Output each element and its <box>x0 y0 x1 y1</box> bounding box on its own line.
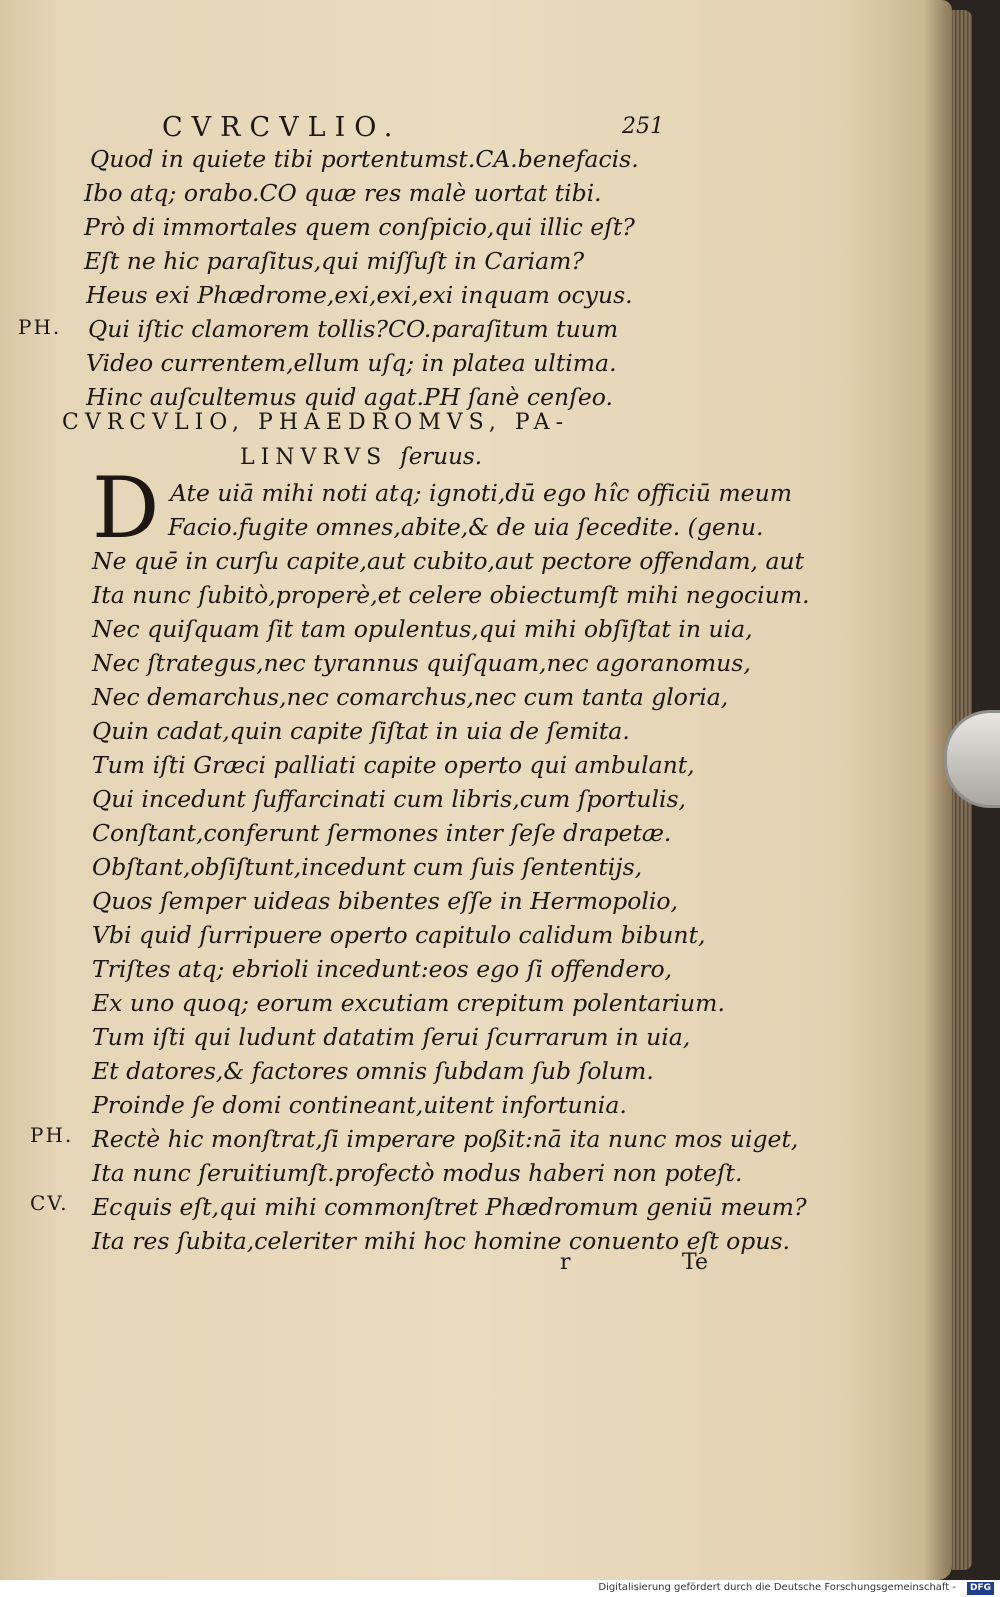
verse-line: Nec quiſquam ſit tam opulentus,qui mihi obſiſtat in uia, <box>92 615 753 643</box>
drop-cap: D <box>92 459 160 557</box>
verse-line: Tum iſti Græci palliati capite operto qui ambulant, <box>92 751 695 779</box>
verse-line: Heus exi Phædrome,exi,exi,exi inquam ocyus. <box>86 281 633 309</box>
verse-line: Rectè hic monſtrat,ſi imperare poßit:nā ita nunc mos uiget, <box>92 1125 799 1153</box>
verse-line: Tum iſti qui ludunt datatim ſerui ſcurrarum in uia, <box>92 1023 691 1051</box>
verse-line: Prò di immortales quem conſpicio,qui illic eſt? <box>84 213 635 241</box>
verse-line: Vbi quid ſurripuere operto capitulo calidum bibunt, <box>92 921 706 949</box>
speaker-label: CV. <box>30 1191 69 1215</box>
verse-line: Quod in quiete tibi portentumst.CA.benefacis. <box>90 145 639 173</box>
verse-line: Obſtant,obſiſtunt,incedunt cum ſuis ſententijs, <box>92 853 643 881</box>
dfg-logo: DFG <box>967 1582 994 1595</box>
speaker-label: PH. <box>18 315 62 339</box>
verse-line: Quin cadat,quin capite ſiſtat in uia de ſemita. <box>92 717 630 745</box>
verse-line: Ne quē in curſu capite,aut cubito,aut pectore offendam, aut <box>92 547 805 575</box>
verse-line: Nec ſtrategus,nec tyrannus quiſquam,nec agoranomus, <box>92 649 751 677</box>
scene-heading-names: LINVRVS <box>240 445 388 470</box>
scene-heading-line2 <box>240 442 482 473</box>
scene-heading-role: ſeruus. <box>400 444 483 470</box>
verse-line: Conſtant,conferunt ſermones inter ſeſe drapetæ. <box>92 819 672 847</box>
verse-line: Triſtes atq; ebrioli incedunt:eos ego ſi offendero, <box>92 955 673 983</box>
verse-line: Et datores,& factores omnis ſubdam ſub ſolum. <box>92 1057 654 1085</box>
scene-heading: CVRCVLIO, PHAEDROMVS, PA- <box>62 410 570 435</box>
verse-line: Nec demarchus,nec comarchus,nec cum tanta gloria, <box>92 683 729 711</box>
verse-line: Eſt ne hic paraſitus,qui miſſuſt in Cariam? <box>84 247 585 275</box>
verse-line: Proinde ſe domi contineant,uitent infortunia. <box>92 1091 627 1119</box>
signature-mark: r <box>560 1250 571 1275</box>
verse-line: Ita nunc ſeruitiumſt.profectò modus haberi non poteſt. <box>92 1159 743 1187</box>
verse-line: Ecquis eſt,qui mihi commonſtret Phædromum geniū meum? <box>92 1193 807 1221</box>
verse-line: Ibo atq; orabo.CO quæ res malè uortat tibi. <box>84 179 602 207</box>
speaker-label: PH. <box>30 1123 74 1147</box>
verse-line: Facio.fugite omnes,abite,& de uia ſecedite. (genu. <box>168 513 764 541</box>
running-head: CVRCVLIO. <box>162 112 402 143</box>
verse-line: Hinc auſcultemus quid agat.PH ſanè cenſeo. <box>86 383 613 411</box>
verse-line: Ita res ſubita,celeriter mihi hoc homine conuento eſt opus. <box>92 1227 790 1255</box>
verse-line: Ex uno quoq; eorum excutiam crepitum polentarium. <box>92 989 725 1017</box>
verse-line: Video currentem,ellum uſq; in platea ultima. <box>86 349 617 377</box>
verse-line: Qui incedunt ſuffarcinati cum libris,cum ſportulis, <box>92 785 687 813</box>
footer-credit: Digitalisierung gefördert durch die Deutsche Forschungsgemeinschaft - <box>598 1582 956 1593</box>
verse-line: Ita nunc ſubitò,properè,et celere obiectumſt mihi negocium. <box>92 581 810 609</box>
verse-line: Quos ſemper uideas bibentes eſſe in Hermopolio, <box>92 887 678 915</box>
catchword: Te <box>682 1250 708 1275</box>
verse-line: Ate uiā mihi noti atq; ignoti,dū ego hîc officiū meum <box>170 479 793 507</box>
verse-line: Qui iſtic clamorem tollis?CO.paraſitum tuum <box>88 315 619 343</box>
page-number: 251 <box>622 114 664 139</box>
